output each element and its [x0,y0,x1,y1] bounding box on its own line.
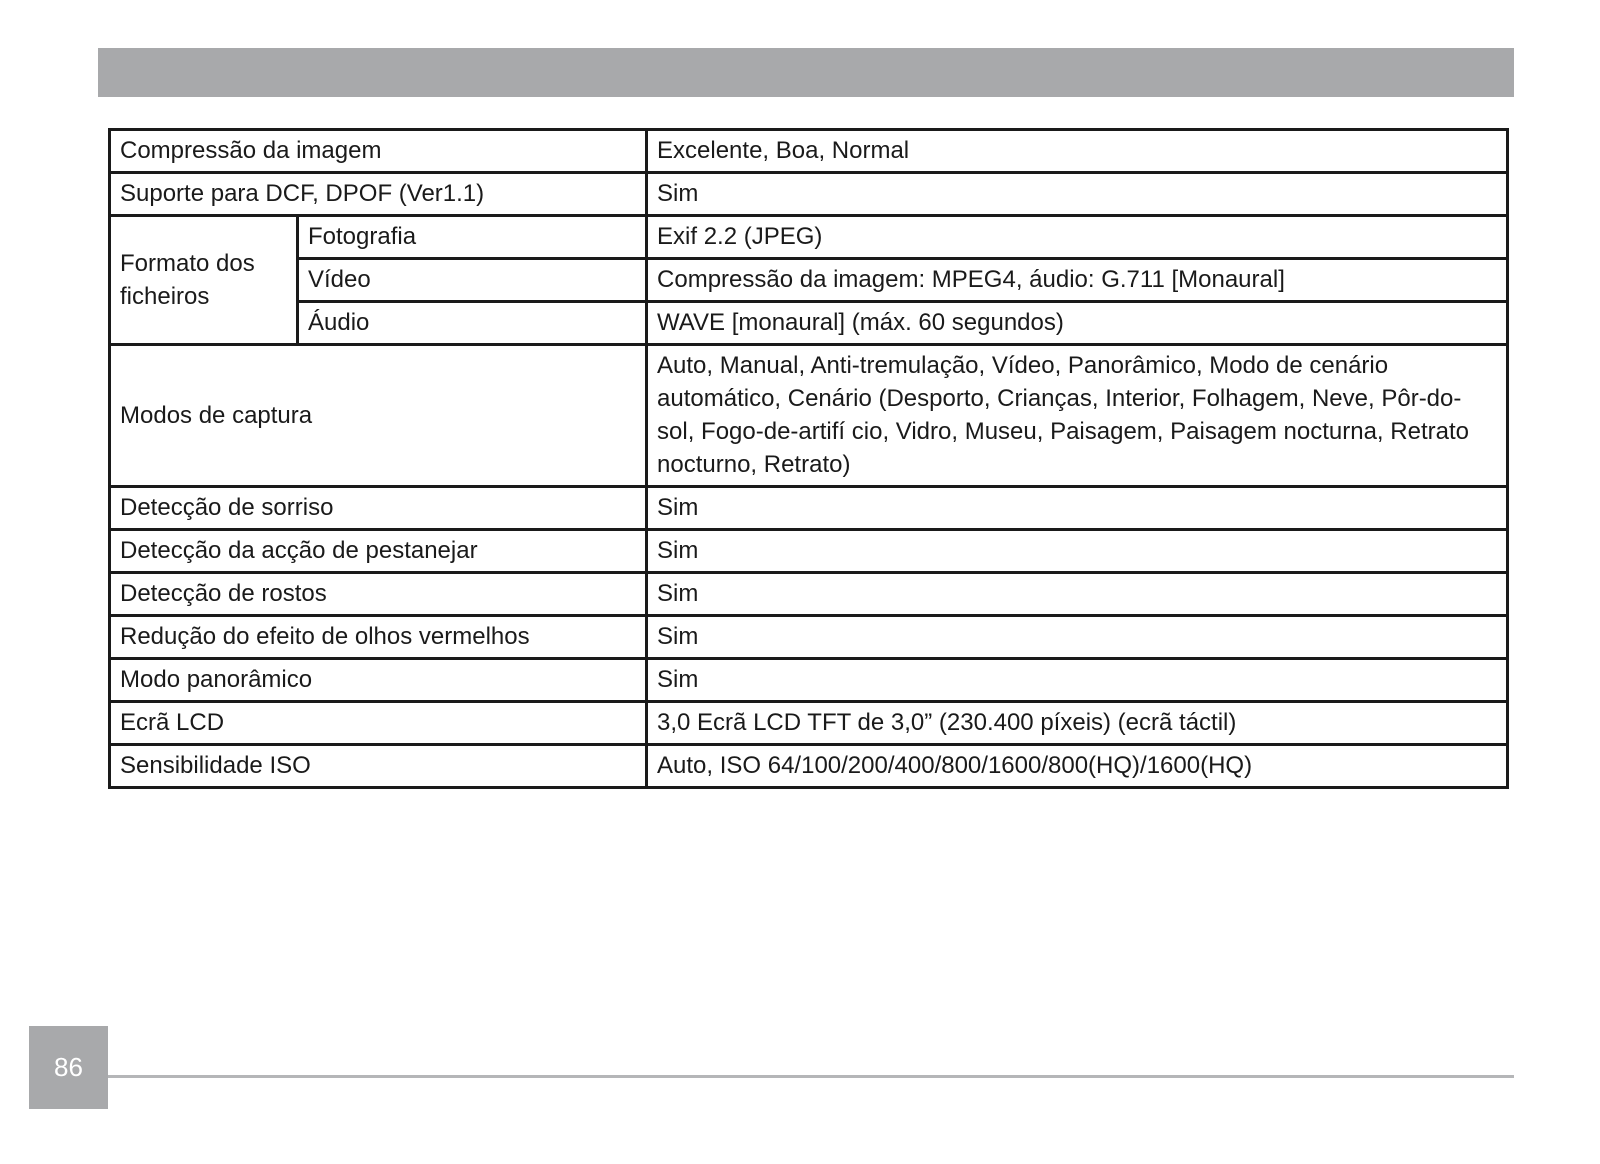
table-row [110,302,1508,345]
spec-label: Sensibilidade ISO [110,745,647,788]
spec-value: Compressão da imagem: MPEG4, áudio: G.711 [Monaural] [647,259,1508,302]
table-row [110,487,1508,530]
spec-label: Compressão da imagem [110,130,647,173]
spec-sublabel: Vídeo [298,259,647,302]
spec-label: Detecção de rostos [110,573,647,616]
table-row [110,345,1508,487]
spec-value: Sim [647,573,1508,616]
table-row [110,745,1508,788]
table-row [110,530,1508,573]
spec-value: Sim [647,659,1508,702]
table-row [110,259,1508,302]
spec-value: Sim [647,173,1508,216]
spec-value: Exif 2.2 (JPEG) [647,216,1508,259]
spec-value: Sim [647,530,1508,573]
spec-label: Detecção da acção de pestanejar [110,530,647,573]
spec-value: Auto, ISO 64/100/200/400/800/1600/800(HQ)/1600(HQ) [647,745,1508,788]
table-row [110,659,1508,702]
table-row [110,573,1508,616]
header-bar [98,48,1514,97]
spec-label: Modo panorâmico [110,659,647,702]
spec-value: Excelente, Boa, Normal [647,130,1508,173]
footer-divider [108,1075,1514,1078]
spec-value: Sim [647,616,1508,659]
spec-value: Auto, Manual, Anti-tremulação, Vídeo, Panorâmico, Modo de cenário automático, Cenário (Desporto, Crianças, Interior, Folhagem, Neve, Pôr-do-sol, Fogo-de-artifí cio, Vidro, Museu, Paisagem, Paisagem nocturna, Retrato nocturno, Retrato) [647,345,1508,487]
spec-label: Suporte para DCF, DPOF (Ver1.1) [110,173,647,216]
spec-sublabel: Áudio [298,302,647,345]
spec-value: 3,0 Ecrã LCD TFT de 3,0” (230.400 píxeis) (ecrã táctil) [647,702,1508,745]
page-number: 86 [29,1026,108,1109]
specifications-table [108,128,1509,789]
spec-label: Detecção de sorriso [110,487,647,530]
spec-value: Sim [647,487,1508,530]
table-row [110,216,1508,259]
spec-group-label: Formato dos ficheiros [110,216,298,345]
spec-label: Redução do efeito de olhos vermelhos [110,616,647,659]
table-row [110,702,1508,745]
spec-label: Ecrã LCD [110,702,647,745]
spec-sublabel: Fotografia [298,216,647,259]
table-row [110,130,1508,173]
spec-label: Modos de captura [110,345,647,487]
table-row [110,616,1508,659]
spec-value: WAVE [monaural] (máx. 60 segundos) [647,302,1508,345]
table-row [110,173,1508,216]
